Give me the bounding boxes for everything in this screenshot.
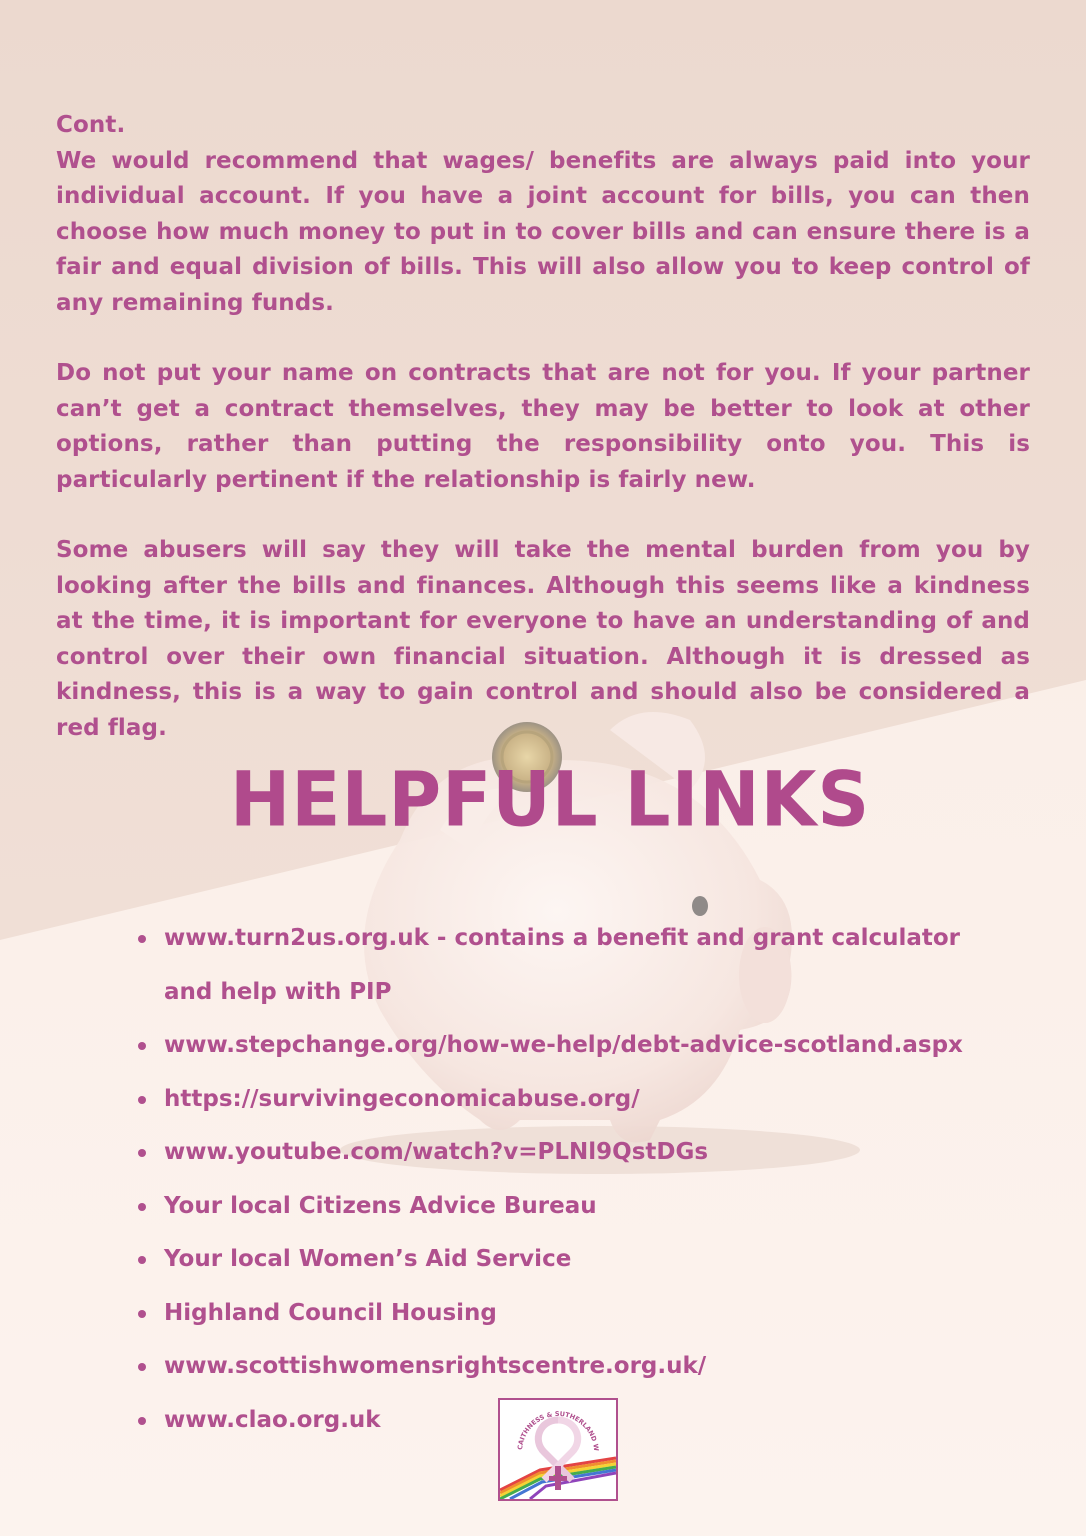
item-highland-council bbox=[138, 1287, 963, 1341]
link-text-continued[interactable]: and help with PIP bbox=[164, 978, 392, 1005]
womens-aid-logo bbox=[498, 1398, 618, 1501]
helpful-links-list bbox=[138, 912, 963, 1447]
bullet-icon bbox=[138, 935, 146, 943]
link-text[interactable]: www.youtube.com/watch?v=PLNl9QstDGs bbox=[164, 1139, 709, 1165]
bullet-icon bbox=[138, 1310, 146, 1318]
bullet-icon bbox=[138, 1042, 146, 1050]
intro-text bbox=[56, 108, 1030, 781]
link-text[interactable]: https://survivingeconomicabuse.org/ bbox=[164, 1085, 640, 1112]
link-stepchange[interactable] bbox=[138, 1019, 963, 1073]
paragraph-red-flag: Some abusers will say they will take the mental burden from you by looking after the bills and finances. Although this seems like a kindness at the time, it is important for everyone to have an understanding of and control over their own financial situation. Although it is dressed as kindness, this is a way to gain control and should also be considered a red flag. bbox=[56, 537, 1030, 741]
item-text: Your local Women’s Aid Service bbox=[164, 1246, 572, 1272]
bullet-icon bbox=[138, 1203, 146, 1211]
link-text[interactable]: www.clao.org.uk bbox=[164, 1406, 381, 1433]
ribbon-logo-icon bbox=[500, 1400, 616, 1499]
helpful-links-heading: HELPFUL LINKS bbox=[230, 755, 871, 844]
link-youtube[interactable] bbox=[138, 1126, 963, 1180]
paragraph-bank-accounts: We would recommend that wages/ benefits are always paid into your individual account. If you have a joint account for bills, you can then choose how much money to put in to cover bills and can ensure there is a fair and equal division of bills. This will also allow you to keep control of any remaining funds. bbox=[56, 147, 1030, 316]
link-text[interactable]: www.turn2us.org.uk - contains a benefit and grant calculator bbox=[164, 925, 961, 951]
bullet-icon bbox=[138, 1096, 146, 1104]
bullet-icon bbox=[138, 1149, 146, 1157]
link-surviving-economic-abuse[interactable] bbox=[138, 1073, 963, 1127]
logo-text: CAITHNESS & SUTHERLAND W bbox=[516, 1409, 601, 1452]
bullet-icon bbox=[138, 1417, 146, 1425]
item-text: Highland Council Housing bbox=[164, 1299, 497, 1326]
item-text: Your local Citizens Advice Bureau bbox=[164, 1192, 597, 1219]
bullet-icon bbox=[138, 1363, 146, 1371]
item-womens-aid bbox=[138, 1233, 963, 1287]
link-text[interactable]: www.scottishwomensrightscentre.org.uk/ bbox=[164, 1353, 707, 1379]
link-turn2us[interactable] bbox=[138, 912, 963, 1019]
link-scottish-womens-rights[interactable] bbox=[138, 1340, 963, 1394]
paragraph-contracts: Do not put your name on contracts that are not for you. If your partner can’t get a contract themselves, they may be better to look at other options, rather than putting the responsibility onto you. This is particularly pertinent if the relationship is fairly new. bbox=[56, 360, 1030, 493]
bullet-icon bbox=[138, 1256, 146, 1264]
link-text[interactable]: www.stepchange.org/how-we-help/debt-advice-scotland.aspx bbox=[164, 1032, 963, 1058]
cont-label: Cont. bbox=[56, 112, 126, 138]
item-citizens-advice bbox=[138, 1180, 963, 1234]
